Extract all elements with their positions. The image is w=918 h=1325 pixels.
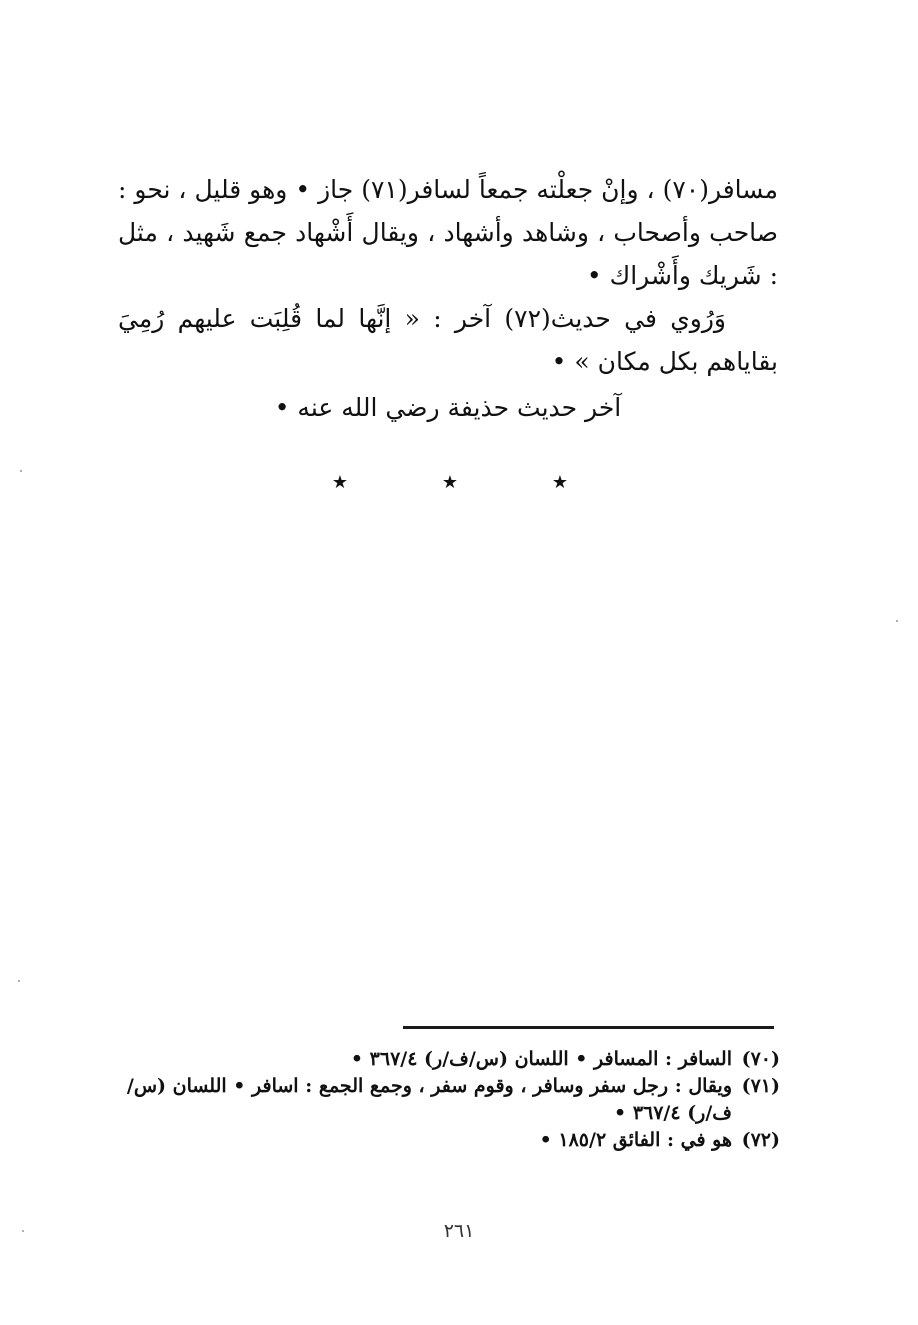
footnote-72 [118, 1127, 780, 1154]
page-number: ٢٦١ [443, 1220, 475, 1242]
closing-line: آخر حديث حذيفة رضي الله عنه • [274, 393, 622, 422]
footnote-separator-line [403, 1026, 774, 1029]
star-icon: ★ [441, 472, 459, 493]
scan-speck [22, 1230, 24, 1232]
main-text [118, 168, 778, 383]
scan-speck [20, 470, 22, 472]
footnote-text: ويقال : رجل سفر وسافر ، وقوم سفر ، وجمع الجمع : اسافر • اللسان (س/ف/ر) ٣٦٧/٤ • [126, 1075, 732, 1124]
footnote-71 [118, 1073, 780, 1127]
scan-speck [896, 620, 898, 622]
section-divider-stars [330, 472, 570, 493]
footnote-text: هو في : الفائق ١٨٥/٢ • [539, 1129, 732, 1151]
footnote-number: (٧٠) [741, 1048, 780, 1070]
footnotes [118, 1046, 780, 1154]
star-icon: ★ [551, 472, 569, 493]
star-icon: ★ [331, 472, 349, 493]
footnote-number: (٧٢) [741, 1129, 780, 1151]
footnote-70 [118, 1046, 780, 1073]
footnote-text: السافر : المسافر • اللسان (س/ف/ر) ٣٦٧/٤ • [350, 1048, 732, 1070]
paragraph-1: مسافر(٧٠) ، وإنْ جعلْته جمعاً لسافر(٧١) جاز • وهو قليل ، نحو : صاحب وأصحاب ، وشاهد وأشهاد ، ويقال أَشْهاد جمع شَهيد ، مثل : شَريك وأَشْراك • [118, 175, 779, 290]
paragraph-2: وَرُوي في حديث(٧٢) آخر : « إنَّها لما قُلِبَت عليهم رُمِيَ بقاياهم بكل مكان » • [118, 304, 778, 376]
scan-speck [18, 980, 20, 982]
footnote-number: (٧١) [741, 1075, 780, 1097]
